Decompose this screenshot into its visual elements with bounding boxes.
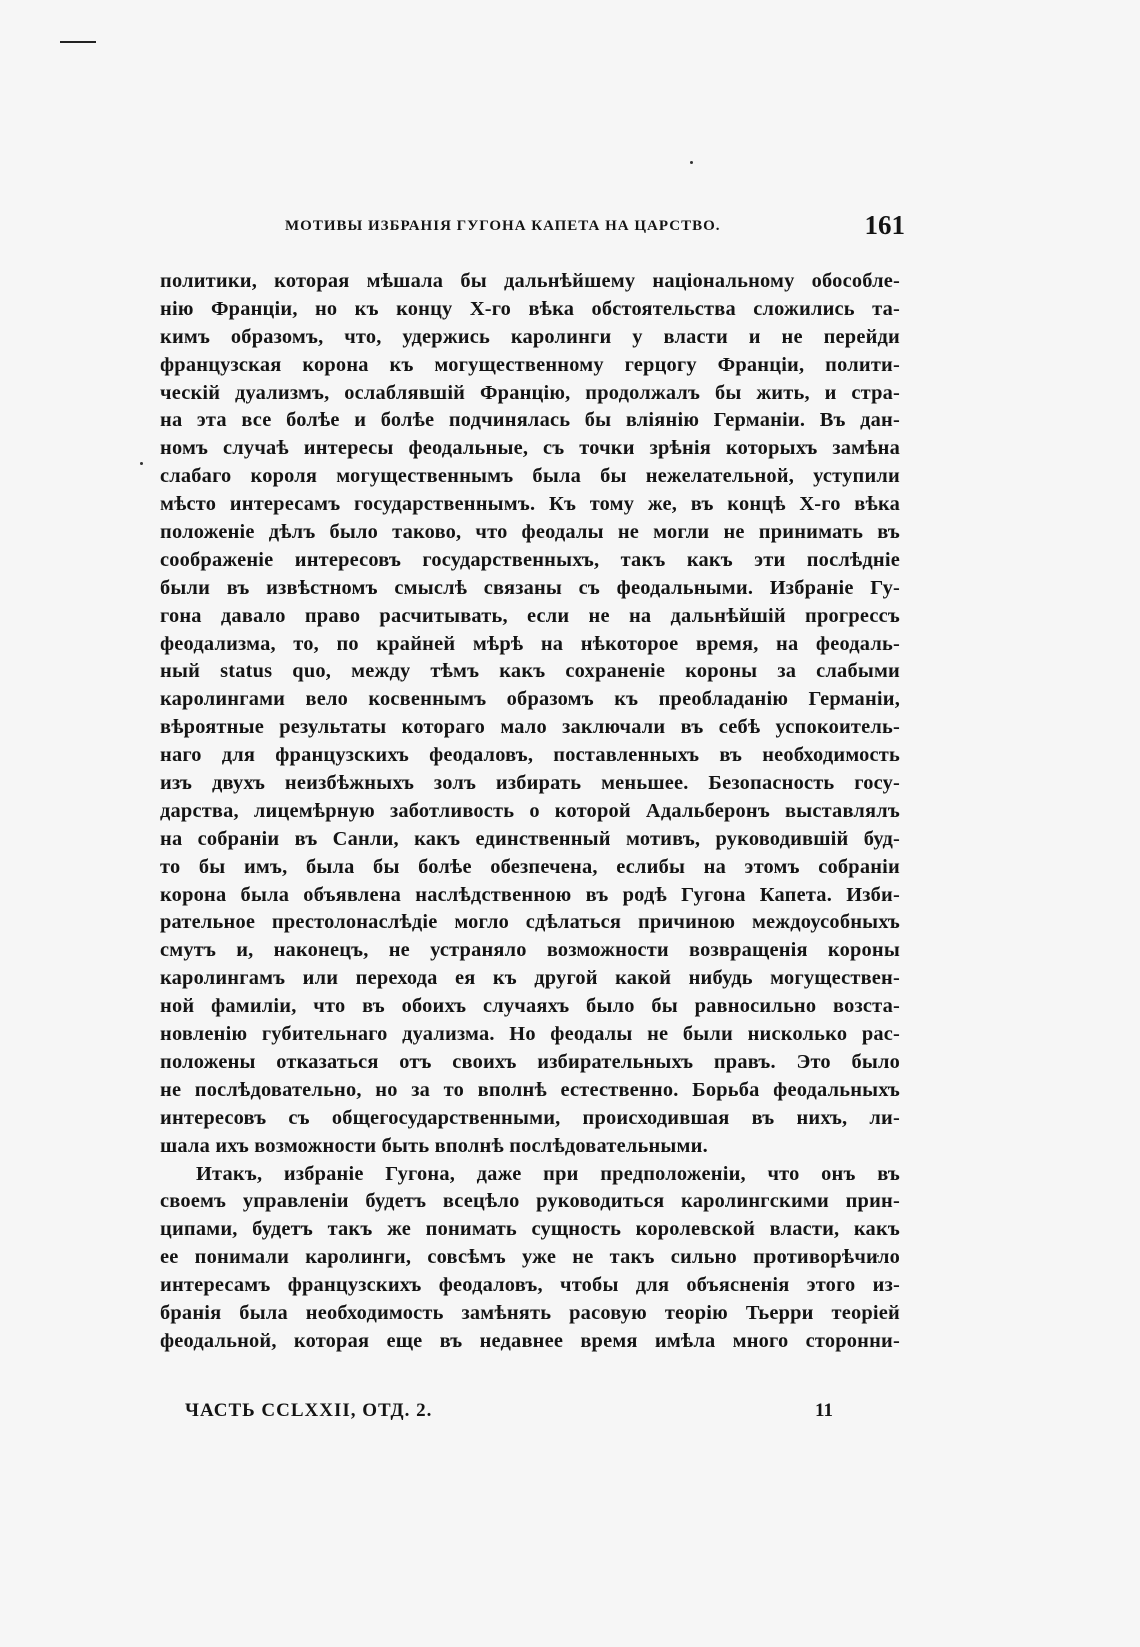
text-line: каролингамъ или перехода ея къ другой какой нибудь могуществен- <box>160 967 900 990</box>
text-line: феодальной, которая еще въ недавнее время имѣла много сторонни- <box>160 1329 900 1352</box>
text-line: вѣроятные результаты котораго мало заключали въ себѣ успокоитель- <box>160 716 900 739</box>
text-line: ческій дуализмъ, ослаблявшій Францію, продолжалъ бы жить, и стра- <box>160 381 900 404</box>
text-line: рательное престолонаслѣдіе могло сдѣлаться причиною междоусобныхъ <box>160 911 900 934</box>
page-footer <box>185 1400 845 1430</box>
text-line: наго для французскихъ феодаловъ, поставленныхъ въ необходимость <box>160 744 900 767</box>
text-line: слабаго короля могущественнымъ была бы нежелательной, уступили <box>160 465 900 488</box>
text-line: положены отказаться отъ своихъ избирательныхъ правъ. Это было <box>160 1050 900 1073</box>
text-line: новленію губительнаго дуализма. Но феодалы не были нисколько рас- <box>160 1023 900 1046</box>
text-line: смутъ и, наконецъ, не устраняло возможности возвращенія короны <box>160 939 900 962</box>
text-line: каролингами вело косвеннымъ образомъ къ преобладанію Германіи, <box>160 688 900 711</box>
paragraph <box>160 1161 900 1356</box>
text-line: положеніе дѣлъ было таково, что феодалы не могли не принимать въ <box>160 521 900 544</box>
text-line: нію Франціи, но къ концу X-го вѣка обстоятельства сложились та- <box>160 297 900 320</box>
text-line: бранія была необходимость замѣнять расовую теорію Тьерри теоріей <box>160 1301 900 1324</box>
text-line: кимъ образомъ, что, удержись каролинги у власти и не перейди <box>160 325 900 348</box>
text-line: мѣсто интересамъ государственнымъ. Къ тому же, въ концѣ X-го вѣка <box>160 493 900 516</box>
text-line: изъ двухъ неизбѣжныхъ золъ избирать меньшее. Безопасность госу- <box>160 772 900 795</box>
text-line: гона давало право расчитывать, если не на дальнѣйшій прогрессъ <box>160 604 900 627</box>
text-line: соображеніе интересовъ государственныхъ, такъ какъ эти послѣдніе <box>160 548 900 571</box>
text-line: были въ извѣстномъ смыслѣ связаны съ феодальными. Избраніе Гу- <box>160 576 900 599</box>
text-line: шала ихъ возможности быть вполнѣ послѣдовательными. <box>160 1134 708 1157</box>
text-line: корона была объявлена наслѣдственною въ родѣ Гугона Капета. Изби- <box>160 883 900 906</box>
text-line: своемъ управленіи будетъ всецѣло руководиться каролингскими прин- <box>160 1190 900 1213</box>
scan-corner-mark <box>60 41 96 43</box>
text-line: феодализма, то, по крайней мѣрѣ на нѣкоторое время, на феодаль- <box>160 632 900 655</box>
text-line: то бы имъ, была бы болѣе обезпечена, еслибы на этомъ собраніи <box>160 855 900 878</box>
text-line: ный status quo, между тѣмъ какъ сохраненіе короны за слабыми <box>160 660 900 683</box>
text-line: ее понимали каролинги, совсѣмъ уже не такъ сильно противорѣчило <box>160 1246 900 1269</box>
text-line: французская корона къ могущественному герцогу Франціи, полити- <box>160 353 900 376</box>
paragraph <box>160 268 900 1161</box>
text-line: дарства, лицемѣрную заботливость о которой Адальберонъ выставлялъ <box>160 799 900 822</box>
text-line: Итакъ, избраніе Гугона, даже при предположеніи, что онъ въ <box>196 1162 900 1185</box>
text-line: политики, которая мѣшала бы дальнѣйшему національному обособле- <box>160 270 900 292</box>
text-line: интересовъ съ общегосударственными, происходившая въ нихъ, ли- <box>160 1106 900 1129</box>
printer-signature: ЧАСТЬ CCLXXII, ОТД. 2. <box>185 1400 433 1421</box>
text-line: ципами, будетъ такъ же понимать сущность королевской власти, какъ <box>160 1218 900 1241</box>
page-header <box>285 210 905 250</box>
ink-speck <box>140 462 143 465</box>
ink-speck <box>690 161 693 164</box>
text-line: ной фамиліи, что въ обоихъ случаяхъ было бы равносильно возста- <box>160 995 900 1018</box>
text-line: интересамъ французскихъ феодаловъ, чтобы для объясненія этого из- <box>160 1274 900 1297</box>
page-number: 161 <box>864 210 905 240</box>
text-line: на эта все болѣе и болѣе подчинялась бы вліянію Германіи. Въ дан- <box>160 409 900 432</box>
sheet-number: 11 <box>815 1400 833 1421</box>
body-text <box>160 268 900 1356</box>
text-line: номъ случаѣ интересы феодальные, съ точки зрѣнія которыхъ замѣна <box>160 437 900 460</box>
text-line: на собраніи въ Санли, какъ единственный мотивъ, руководившій буд- <box>160 827 900 850</box>
text-line: не послѣдовательно, но за то вполнѣ естественно. Борьба феодальныхъ <box>160 1078 900 1101</box>
running-title: МОТИВЫ ИЗБРАНІЯ ГУГОНА КАПЕТА НА ЦАРСТВО. <box>285 218 721 234</box>
